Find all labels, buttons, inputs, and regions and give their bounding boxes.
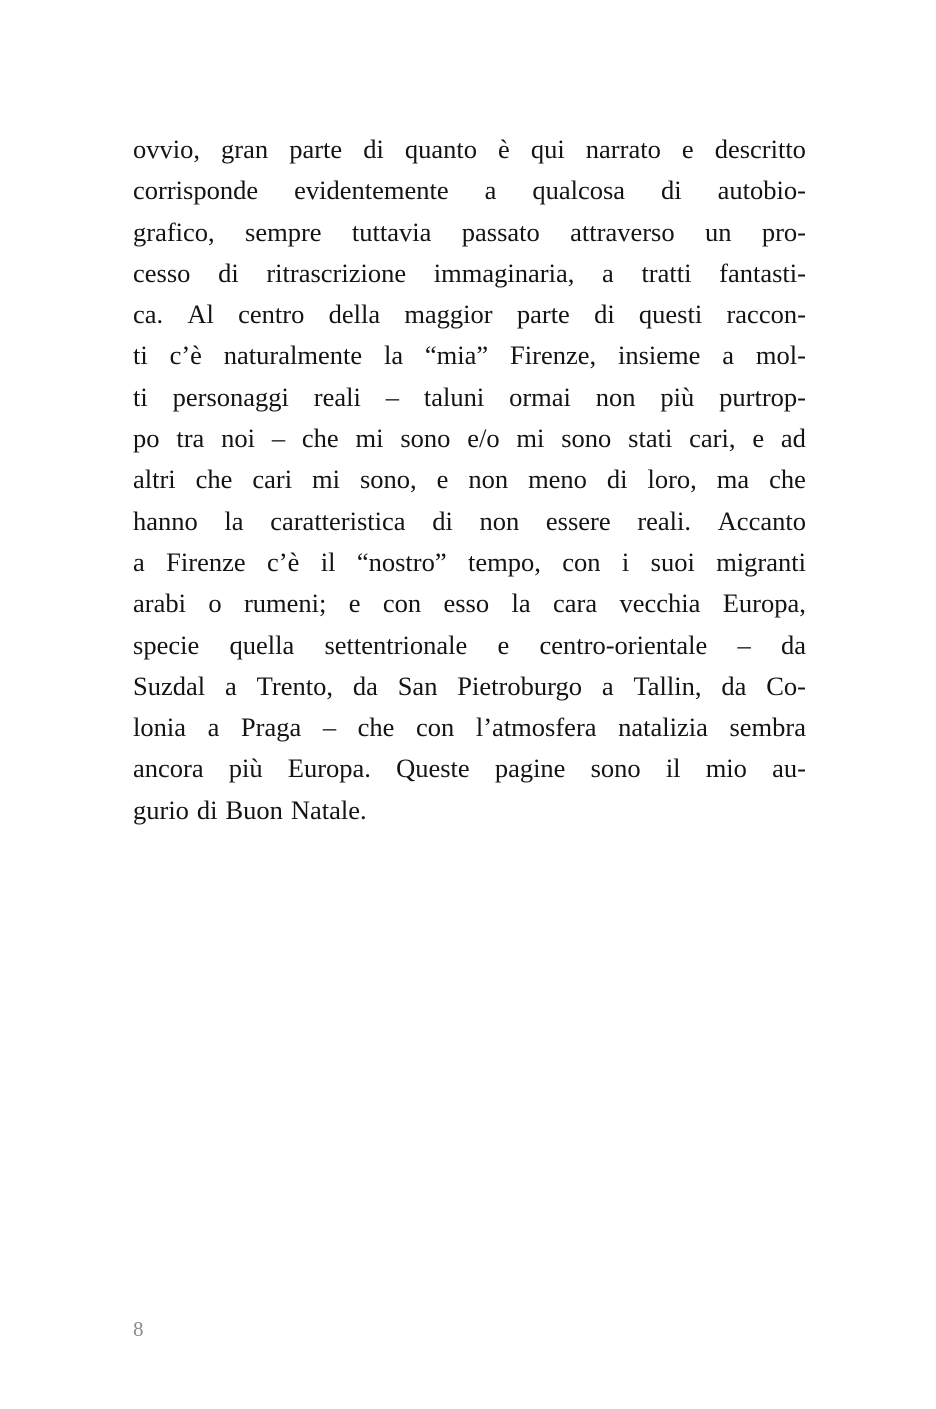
word: tra	[176, 423, 205, 454]
word: reali	[313, 381, 361, 412]
word: suoi	[650, 546, 695, 577]
word: di	[661, 175, 682, 206]
word: Natale.	[290, 794, 367, 825]
word: che	[357, 712, 395, 743]
word: c’è	[169, 340, 202, 371]
word: quanto	[404, 134, 477, 164]
word: personaggi	[172, 381, 289, 412]
word: mol-	[755, 340, 806, 371]
word: a	[722, 340, 735, 371]
word: cara	[552, 588, 598, 619]
word: e	[436, 464, 449, 495]
word: di	[363, 134, 384, 164]
word: Al	[187, 299, 214, 330]
word: sembra	[729, 712, 806, 743]
word: lonia	[133, 712, 186, 743]
word: parte	[516, 299, 570, 330]
word: raccon-	[726, 299, 806, 330]
word: hanno	[133, 505, 198, 536]
word: cari	[252, 464, 293, 495]
word: non	[468, 464, 509, 495]
text-line	[133, 170, 806, 211]
word: immaginaria,	[433, 257, 575, 288]
text-line	[133, 625, 806, 666]
word: la	[224, 505, 244, 536]
word: qui	[530, 134, 565, 164]
word: grafico,	[133, 216, 215, 247]
word: con	[416, 712, 455, 743]
word: natalizia	[618, 712, 708, 743]
word: a	[207, 712, 220, 743]
word: tratti	[641, 257, 692, 288]
word: vecchia	[619, 588, 701, 619]
word: ad	[780, 423, 806, 454]
word: non	[595, 381, 636, 412]
paragraph	[133, 129, 806, 831]
word: da	[721, 670, 747, 701]
word: più	[660, 381, 695, 412]
word: meno	[528, 464, 587, 495]
text-line	[133, 377, 806, 418]
word: con	[382, 588, 422, 619]
word: sono	[590, 753, 641, 784]
word: l’atmosfera	[475, 712, 597, 743]
text-line	[133, 790, 806, 831]
word: migranti	[716, 546, 806, 577]
word: naturalmente	[223, 340, 363, 371]
word: che	[301, 423, 339, 454]
word: altri	[133, 464, 176, 495]
word: loro,	[647, 464, 697, 495]
word: pagine	[494, 753, 566, 784]
word: che	[195, 464, 233, 495]
word: con	[562, 546, 601, 577]
word: corrisponde	[133, 175, 259, 206]
word: il	[665, 753, 681, 784]
word: mi	[312, 464, 341, 495]
word: che	[769, 464, 806, 495]
body-text-block	[133, 129, 806, 831]
text-line	[133, 294, 806, 335]
word: “mia”	[424, 340, 489, 371]
word: arabi	[133, 588, 186, 619]
word: sono	[400, 423, 451, 454]
word: purtrop-	[719, 381, 806, 412]
text-line	[133, 501, 806, 542]
word: Queste	[396, 753, 470, 784]
word: e/o	[467, 423, 500, 454]
word: a	[224, 670, 237, 701]
word: Praga	[240, 712, 302, 743]
word: Buon	[225, 794, 283, 825]
word: gran	[221, 134, 269, 164]
text-line	[133, 459, 806, 500]
word: sempre	[245, 216, 322, 247]
word: e	[752, 423, 765, 454]
word: questi	[638, 299, 703, 330]
word: ca.	[133, 299, 164, 330]
word: i	[621, 546, 630, 577]
word: Europa,	[722, 588, 806, 619]
word: più	[228, 753, 263, 784]
word: attraverso	[570, 216, 675, 247]
word: specie	[133, 629, 200, 660]
word: ma	[716, 464, 750, 495]
word: Suzdal	[133, 670, 206, 701]
word: Trento,	[256, 670, 333, 701]
text-line	[133, 253, 806, 294]
word: la	[511, 588, 531, 619]
word: sono,	[359, 464, 417, 495]
text-line	[133, 542, 806, 583]
word: di	[594, 299, 615, 330]
word: e	[348, 588, 361, 619]
word: da	[780, 629, 806, 660]
text-line	[133, 748, 806, 789]
word: noi	[221, 423, 255, 454]
word: parte	[289, 134, 343, 164]
word: centro-orientale	[539, 629, 708, 660]
text-line	[133, 418, 806, 459]
word: a	[602, 257, 614, 288]
word: sono	[561, 423, 612, 454]
text-line	[133, 666, 806, 707]
word: Pietroburgo	[457, 670, 582, 701]
word: e	[497, 629, 510, 660]
word: la	[383, 340, 404, 371]
word: insieme	[617, 340, 701, 371]
word: ritrascrizione	[266, 257, 407, 288]
word: mi	[516, 423, 545, 454]
word: pro-	[761, 216, 806, 247]
word: e	[681, 134, 694, 164]
word: cesso	[133, 257, 191, 288]
text-line	[133, 212, 806, 253]
word: taluni	[423, 381, 485, 412]
word: mio	[705, 753, 747, 784]
word: qualcosa	[532, 175, 626, 206]
text-line	[133, 707, 806, 748]
word: Tallin,	[633, 670, 702, 701]
word: della	[328, 299, 381, 330]
word: cari,	[689, 423, 736, 454]
word: Firenze,	[510, 340, 597, 371]
word: passato	[461, 216, 540, 247]
word: non	[479, 505, 520, 536]
text-line	[133, 583, 806, 624]
word: il	[320, 546, 336, 577]
word: Firenze	[166, 546, 246, 577]
word: narrato	[585, 134, 661, 164]
word: c’è	[266, 546, 300, 577]
word: Accanto	[717, 505, 806, 536]
word: caratteristica	[270, 505, 406, 536]
word: Europa.	[287, 753, 371, 784]
word: evidentemente	[294, 175, 449, 206]
word: au-	[772, 753, 806, 784]
word: di	[218, 257, 239, 288]
word: mi	[355, 423, 384, 454]
word: esso	[443, 588, 490, 619]
word: ti	[133, 340, 148, 371]
word: centro	[238, 299, 305, 330]
word: Co-	[766, 670, 806, 701]
word: tempo,	[467, 546, 541, 577]
word: a	[601, 670, 614, 701]
word: di	[432, 505, 453, 536]
word: ormai	[509, 381, 571, 412]
word: autobio-	[717, 175, 806, 206]
word: –	[385, 381, 399, 412]
word: po	[133, 423, 160, 454]
word: a	[133, 546, 145, 577]
word: gurio	[133, 794, 189, 825]
word: quella	[229, 629, 295, 660]
word: “nostro”	[356, 546, 447, 577]
word: è	[498, 134, 510, 164]
word: –	[271, 423, 286, 454]
page-number: 8	[133, 1317, 144, 1341]
word: o	[208, 588, 222, 619]
word: di	[196, 794, 218, 825]
word: di	[606, 464, 628, 495]
word: ti	[133, 381, 148, 412]
text-line	[133, 335, 806, 376]
text-line	[133, 129, 806, 170]
word: ancora	[133, 753, 204, 784]
word: settentrionale	[324, 629, 468, 660]
word: rumeni;	[243, 588, 327, 619]
word: San	[397, 670, 438, 701]
word: stati	[628, 423, 673, 454]
word: maggior	[404, 299, 493, 330]
word: essere	[545, 505, 611, 536]
word: tuttavia	[351, 216, 432, 247]
word: descritto	[714, 134, 806, 164]
word: un	[704, 216, 732, 247]
word: reali.	[637, 505, 692, 536]
word: fantasti-	[719, 257, 806, 288]
word: a	[484, 175, 497, 206]
word: –	[322, 712, 337, 743]
word: ovvio,	[133, 134, 200, 164]
word: da	[352, 670, 378, 701]
word: –	[737, 629, 751, 660]
